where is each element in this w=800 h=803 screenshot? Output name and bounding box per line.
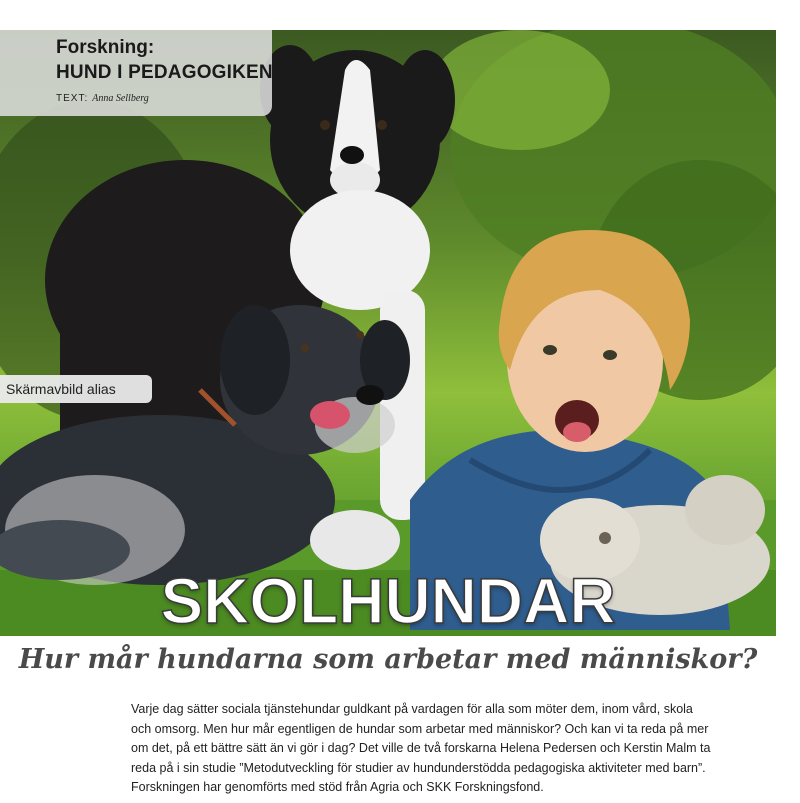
- body-line: reda på i sin studie ”Metodutveckling för studier av hundunderstödda pedagogiska aktiviteter med barn”.: [131, 760, 706, 775]
- alias-tag[interactable]: Skärmavbild alias: [0, 375, 152, 403]
- byline-prefix: TEXT:: [56, 93, 89, 104]
- author-name: Anna Sellberg: [92, 93, 149, 104]
- hero-photo: [0, 30, 776, 636]
- section-title: HUND I PEDAGOGIKEN: [56, 62, 273, 83]
- body-line: och omsorg. Men hur mår egentligen de hundar som arbetar med människor? Och kan vi ta reda på mer: [131, 721, 709, 736]
- article-subtitle: Hur mår hundarna som arbetar med människor?: [18, 644, 758, 675]
- body-line: Varje dag sätter sociala tjänstehundar guldkant på vardagen för alla som möter dem, inom vård, skola: [131, 702, 693, 716]
- section-label: Forskning:: [56, 37, 155, 58]
- body-line: om det, på ett bättre sätt än vi gör i dag? Det ville de två forskarna Helena Pedersen och Kerstin Malm ta: [131, 741, 711, 755]
- body-line: Forskningen har genomförts med stöd från Agria och SKK Forskningsfond.: [131, 780, 544, 794]
- hero-photo-illustration: [0, 30, 776, 636]
- article-headline: SKOLHUNDAR: [160, 565, 616, 637]
- byline: [56, 93, 149, 104]
- article-body: [131, 700, 711, 798]
